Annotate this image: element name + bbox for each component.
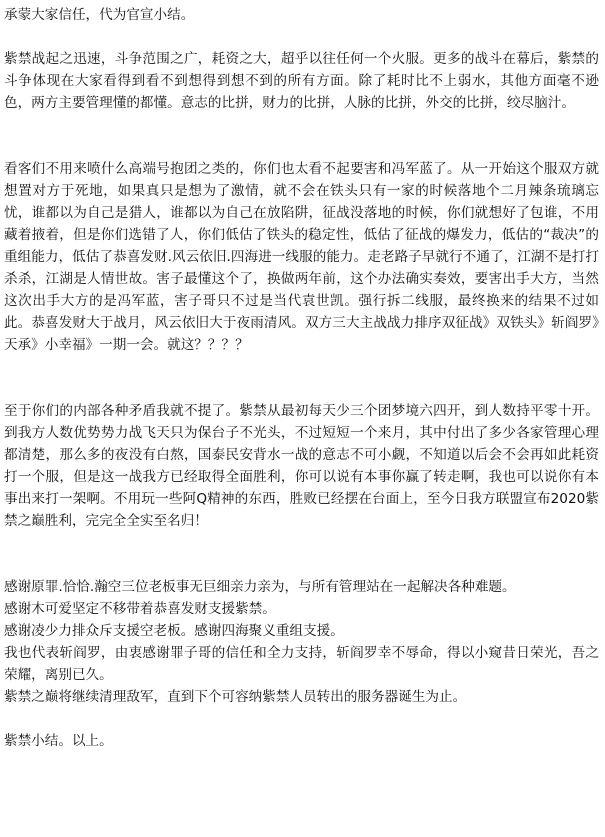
paragraph-gap [4, 708, 599, 730]
paragraph-gap [4, 26, 599, 48]
paragraph-gap [4, 114, 599, 158]
paragraph-gap [4, 532, 599, 576]
victory-paragraph: 至于你们的内部各种矛盾我就不提了。紫禁从最初每天少三个团梦境六四开，到人数持平零十开。到我方人数优势势力战飞天只为保台子不光头，不过短短一个来月，其中付出了多少各家管理心理都清楚，那么多的夜没有白熬，国泰民安背水一战的意志不可小觑，不知道以后会不会再如此耗资打一个服，但是这一战我方已经取得全面胜利，你可以说有本事你赢了转走啊，我也可以说你有本事出来打一架啊。不用玩一些阿Q精神的东西，胜败已经摆在台面上，至今日我方联盟宣布2020紫禁之巅胜利，完完全全实至名归！ [4, 403, 599, 529]
paragraph-gap [4, 356, 599, 400]
rebuttal-paragraph: 看客们不用来喷什么高端号抱团之类的，你们也太看不起要害和冯军蓝了。从一开始这个服双方就想置对方于死地，如果真只是想为了激情，就不会在铁头只有一家的时候落地个二月辣条琉璃忘忧，谁都以为自己是猎人，谁都以为自己在放陷阱，征战没落地的时候，你们就想好了包谁，不用藏着掖着，但是你们选错了人，你们低估了铁头的稳定性，低估了征战的爆发力，低估的“裁决”的重组能力，低估了恭喜发财.风云依旧.四海进一线服的能力。走老路子早就行不通了，江湖不是打打杀杀，江湖是人情世故。害子最懂这个了，换做两年前，这个办法确实奏效，要害出手大方，当然这次出手大方的是冯军蓝，害子哥只不过是当代袁世凯。强行拆二线服，最终换来的结果不过如此。恭喜发财大于战月，风云依旧大于夜雨清风。双方三大主战战力排序双征战》双铁头》斩阎罗》天承》小幸福》一期一会。就这？？？？ [4, 161, 599, 353]
closing-paragraph: 紫禁小结。以上。 [4, 733, 113, 749]
thanks-paragraph: 感谢原罪.恰恰.瀚空三位老板事无巨细亲力亲为，与所有管理站在一起解决各种难题。 感谢木可爱坚定不移带着恭喜发财支援紫禁。 感谢凌少力排众斥支援空老板。感谢四海聚义重组支援。 我也代表斩阎罗，由衷感谢罪子哥的信任和全力支持，斩阎罗幸不辱命，得以小窥昔日荣光，吾之荣耀，离别已久。 紫禁之巅将继续清理敌军，直到下个可容纳紫禁人员转出的服务器诞生为止。 [4, 579, 599, 705]
intro-paragraph: 承蒙大家信任，代为官宣小结。 [4, 7, 195, 23]
battle-summary-paragraph: 紫禁战起之迅速，斗争范围之广，耗资之大，超乎以往任何一个火服。更多的战斗在幕后，紫禁的斗争体现在大家看得到看不到想得到想不到的所有方面。除了耗时比不上弱水，其他方面毫不逊色，两方主要管理懂的都懂。意志的比拼，财力的比拼，人脉的比拼，外交的比拼，绞尽脑汁。 [4, 51, 599, 111]
